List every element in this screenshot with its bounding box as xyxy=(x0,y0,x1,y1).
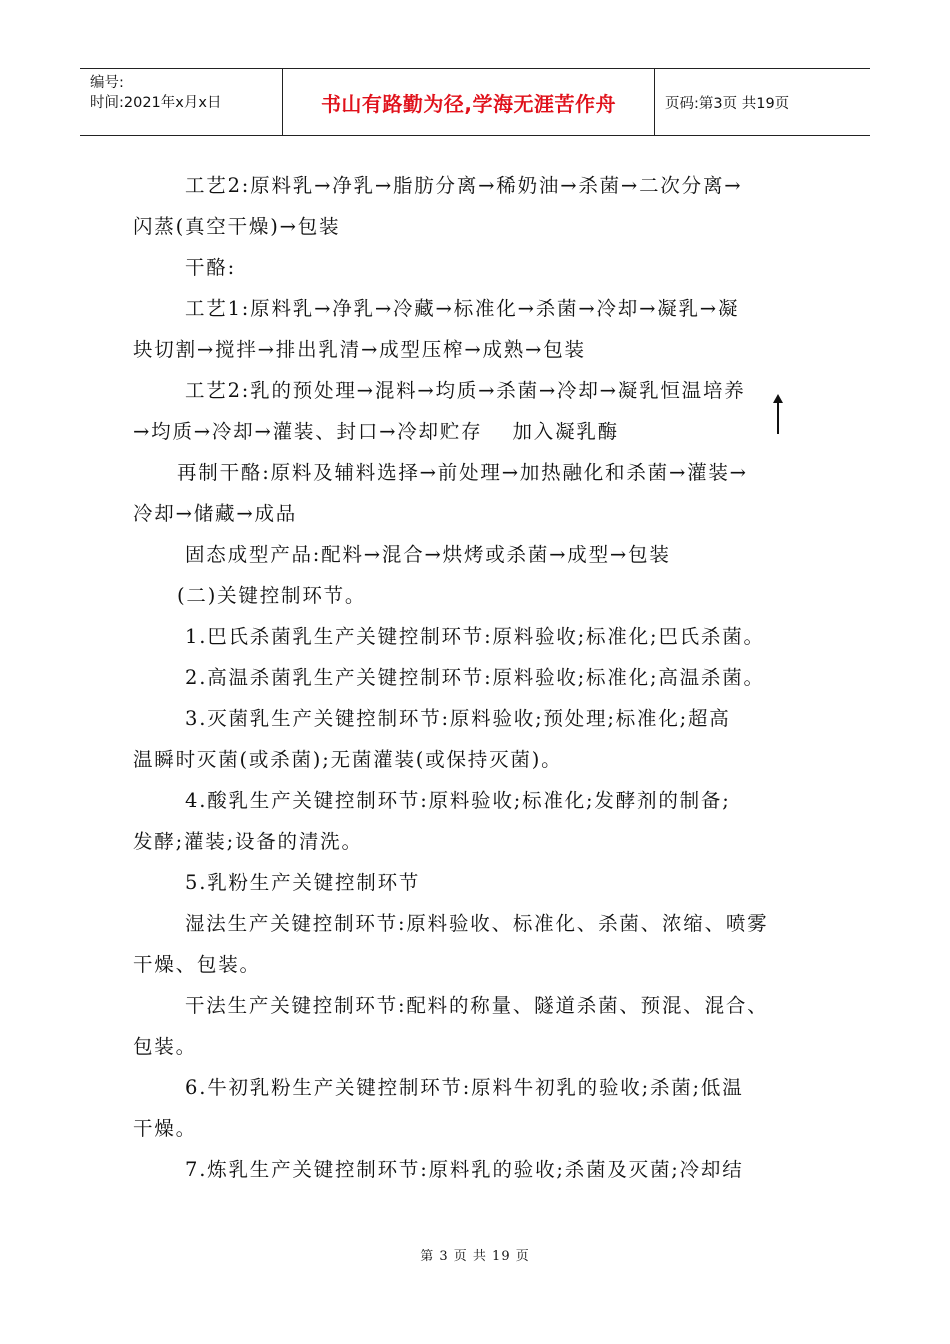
page-footer: 第 3 页 共 19 页 xyxy=(420,1249,530,1264)
header-motto: 书山有路勤为径,学海无涯苦作舟 xyxy=(283,69,655,135)
process-step-text: →均质→冷却→灌装、封口→冷却贮存 xyxy=(133,420,483,443)
text-line: 湿法生产关键控制环节:原料验收、标准化、杀菌、浓缩、喷雾 xyxy=(185,912,769,935)
text-line: 1.巴氏杀菌乳生产关键控制环节:原料验收;标准化;巴氏杀菌。 xyxy=(185,625,765,648)
up-arrow-icon xyxy=(777,400,779,434)
text-line: 闪蒸(真空干燥)→包装 xyxy=(133,215,341,238)
text-line: 7.炼乳生产关键控制环节:原料乳的验收;杀菌及灭菌;冷却结 xyxy=(185,1158,744,1181)
enzyme-annotation: 加入凝乳酶 xyxy=(512,420,619,443)
text-line: 包装。 xyxy=(133,1035,197,1058)
text-line: 干燥。 xyxy=(133,1117,197,1140)
header-meta xyxy=(80,69,283,135)
text-line: 块切割→搅拌→排出乳清→成型压榨→成熟→包装 xyxy=(133,338,586,361)
text-line: 3.灭菌乳生产关键控制环节:原料验收;预处理;标准化;超高 xyxy=(185,707,731,730)
document-code: 编号: xyxy=(90,75,124,91)
text-line: 温瞬时灭菌(或杀菌);无菌灌装(或保持灭菌)。 xyxy=(133,748,563,771)
text-line: 工艺2:原料乳→净乳→脂肪分离→稀奶油→杀菌→二次分离→ xyxy=(185,174,743,197)
text-line: 干燥、包装。 xyxy=(133,953,261,976)
page-header xyxy=(80,68,870,136)
text-line: 工艺1:原料乳→净乳→冷藏→标准化→杀菌→冷却→凝乳→凝 xyxy=(185,297,740,320)
text-line: (二)关键控制环节。 xyxy=(177,584,367,607)
text-line: 固态成型产品:配料→混合→烘烤或杀菌→成型→包装 xyxy=(185,543,671,566)
text-line: 6.牛初乳粉生产关键控制环节:原料牛初乳的验收;杀菌;低温 xyxy=(185,1076,744,1099)
text-line xyxy=(133,411,823,452)
text-line: 工艺2:乳的预处理→混料→均质→杀菌→冷却→凝乳恒温培养 xyxy=(185,379,746,402)
document-date: 时间:2021年x月x日 xyxy=(90,95,222,111)
text-line: 5.乳粉生产关键控制环节 xyxy=(185,871,421,894)
text-line: 发酵;灌装;设备的清洗。 xyxy=(133,830,363,853)
text-line: 干法生产关键控制环节:配料的称量、隧道杀菌、预混、混合、 xyxy=(185,994,769,1017)
text-line: 4.酸乳生产关键控制环节:原料验收;标准化;发酵剂的制备; xyxy=(185,789,731,812)
text-line: 干酪: xyxy=(185,256,236,279)
document-body xyxy=(133,165,823,1190)
text-line: 冷却→储藏→成品 xyxy=(133,502,298,525)
text-line: 再制干酪:原料及辅料选择→前处理→加热融化和杀菌→灌装→ xyxy=(177,461,748,484)
text-line: 2.高温杀菌乳生产关键控制环节:原料验收;标准化;高温杀菌。 xyxy=(185,666,765,689)
header-page-info: 页码:第3页 共19页 xyxy=(665,95,790,112)
